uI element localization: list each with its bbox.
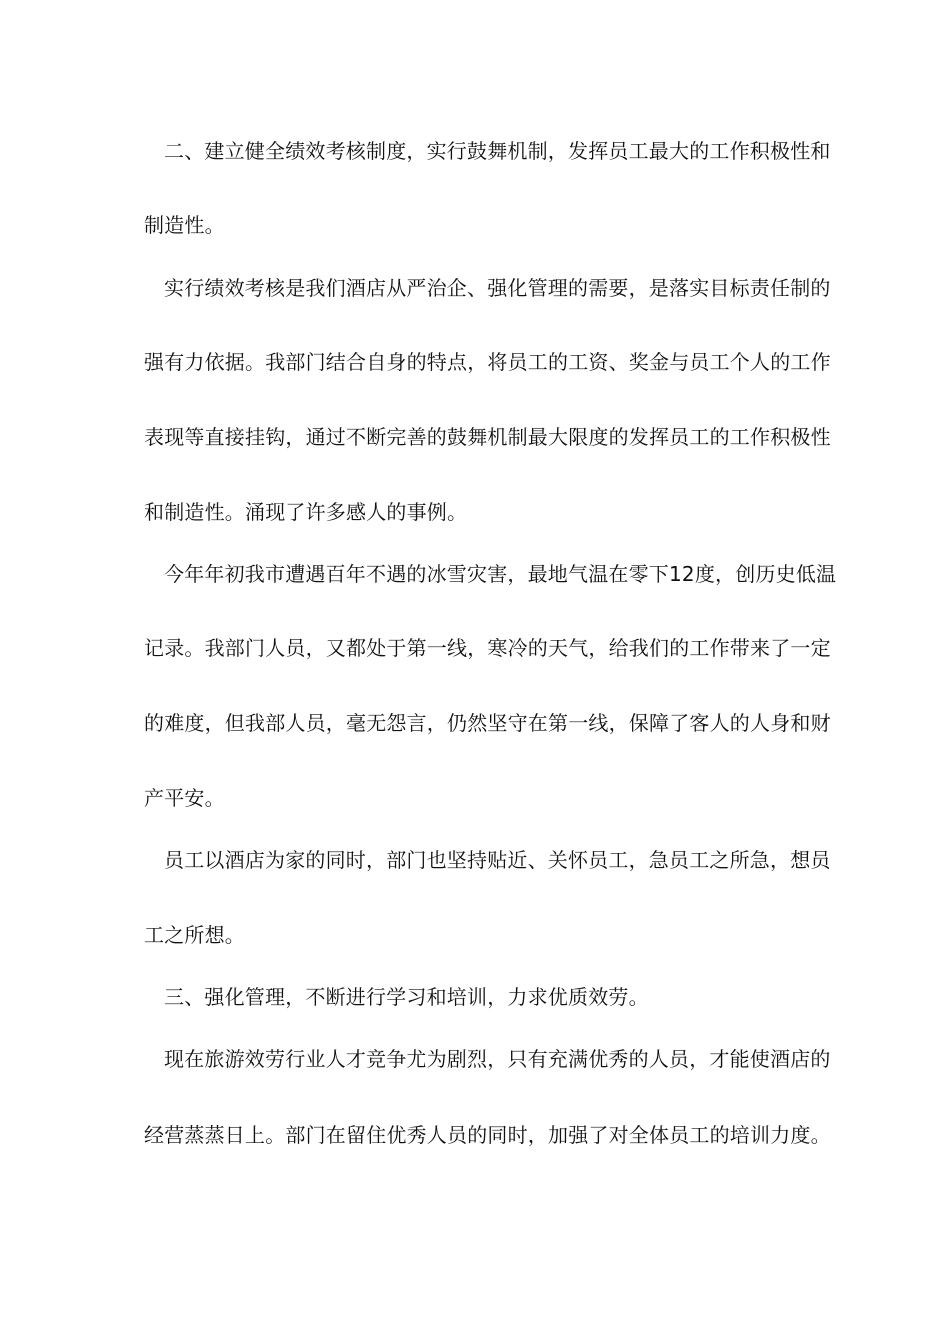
paragraph-line: 记录。我部门人员，又都处于第一线，寒冷的天气，给我们的工作带来了一定	[144, 636, 831, 660]
paragraph-line: 工之所想。	[144, 923, 245, 947]
paragraph-line: 经营蒸蒸日上。部门在留住优秀人员的同时，加强了对全体员工的培训力度。	[144, 1123, 831, 1147]
paragraph-line: 产平安。	[144, 786, 225, 810]
paragraph-line: 表现等直接挂钩，通过不断完善的鼓舞机制最大限度的发挥员工的工作积极性	[144, 425, 831, 449]
paragraph-line: 的难度，但我部人员，毫无怨言，仍然坚守在第一线，保障了客人的人身和财	[144, 711, 831, 735]
paragraph-line: 强有力依据。我部门结合自身的特点，将员工的工资、奖金与员工个人的工作	[144, 350, 831, 374]
paragraph-line: 员工以酒店为家的同时，部门也坚持贴近、关怀员工，急员工之所急，想员	[164, 848, 831, 872]
paragraph-line: 今年年初我市遭遇百年不遇的冰雪灾害，最地气温在零下12度，创历史低温	[164, 562, 837, 586]
paragraph-line: 现在旅游效劳行业人才竞争尤为剧烈，只有充满优秀的人员，才能使酒店的	[164, 1047, 831, 1071]
section-heading-3: 三、强化管理，不断进行学习和培训，力求优质效劳。	[164, 985, 649, 1009]
paragraph-line: 和制造性。涌现了许多感人的事例。	[144, 500, 468, 524]
paragraph-line: 制造性。	[144, 213, 225, 237]
paragraph-line: 实行绩效考核是我们酒店从严治企、强化管理的需要，是落实目标责任制的	[164, 276, 831, 300]
section-heading-2: 二、建立健全绩效考核制度，实行鼓舞机制，发挥员工最大的工作积极性和	[164, 139, 831, 163]
